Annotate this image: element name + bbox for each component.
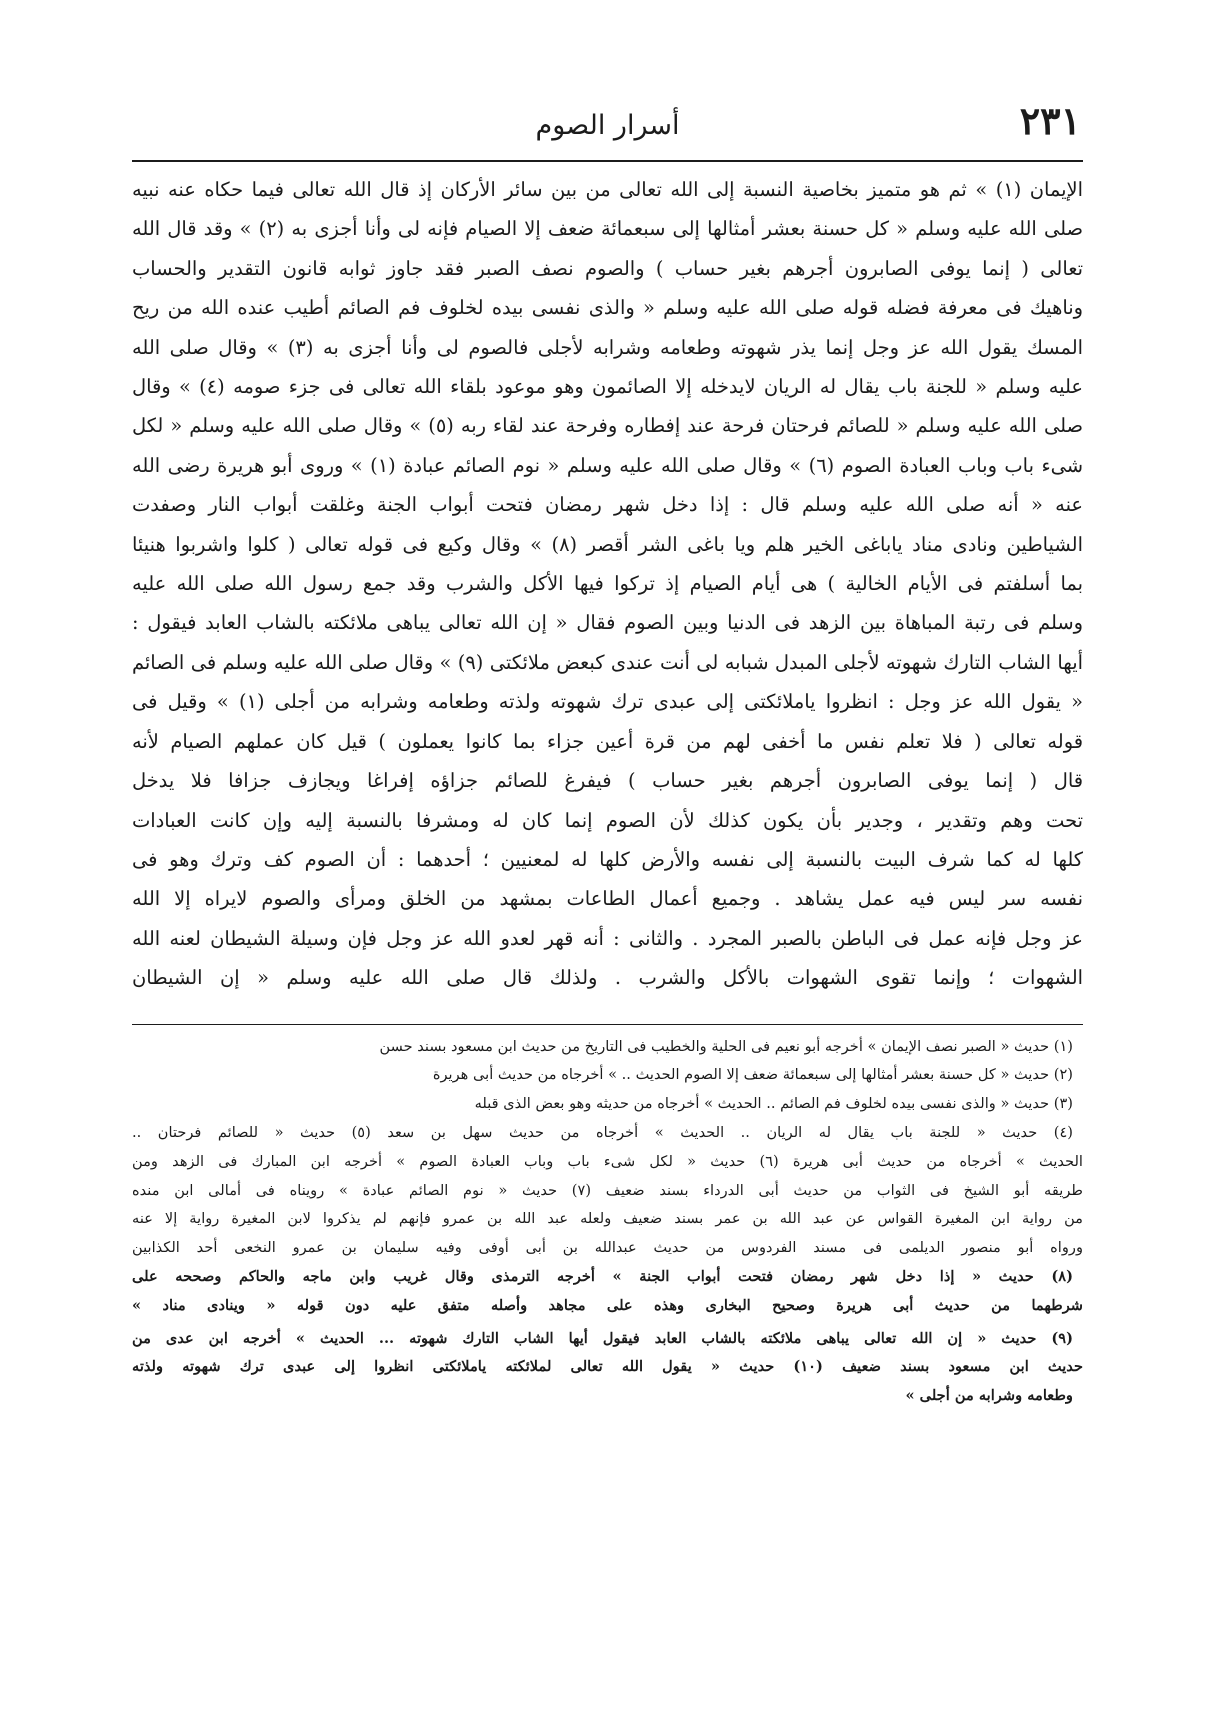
text-line: نفسه سر ليس فيه عمل يشاهد . وجميع أعمال الطاعات بمشهد من الخلق ومرأى والصوم لايراه إلا الله [132,887,1083,911]
text-line: شىء باب وباب العبادة الصوم (٦) » وقال صلى الله عليه وسلم « نوم الصائم عبادة (١) » وروى أبو هريرة رضى الله [132,453,1083,477]
text-line: كلها له كما شرف البيت بالنسبة إلى نفسه والأرض كلها له لمعنيين ؛ أحدهما : أن الصوم كف وترك وهو فى [132,847,1083,871]
text-line: « يقول الله عز وجل : انظروا ياملائكتى إلى عبدى ترك شهوته ولذته وطعامه وشرابه من أجلى (١) » وقيل فى [132,690,1083,714]
footnote-1: (١) حديث « الصبر نصف الإيمان » أخرجه أبو نعيم فى الحلية والخطيب فى التاريخ من حديث ابن مسعود بسند حسن [379,1037,1073,1055]
footnote-divider [132,1024,1083,1025]
text-line: صلى الله عليه وسلم « كل حسنة بعشر أمثالها إلى سبعمائة ضعف إلا الصيام فإنه لى وأنا أجزى به (٢) » وقد قال الله [132,217,1083,241]
main-text [132,170,1083,998]
footnote-5-6-cont: الحديث » أخرجاه من حديث أبى هريرة (٦) حديث « لكل شىء باب وباب العبادة الصوم » أخرجه ابن المبارك فى الزهد ومن [132,1152,1083,1170]
footnote-2: (٢) حديث « كل حسنة بعشر أمثالها إلى سبعمائة ضعف إلا الصوم الحديث .. » أخرجاه من حديث أبى هريرة [432,1066,1073,1084]
text-line: عنه « أنه صلى الله عليه وسلم قال : إذا دخل شهر رمضان فتحت أبواب الجنة وغلقت أبواب النار وصفدت [132,493,1083,517]
footnote-8-cont: شرطهما من حديث أبى هريرة وصحيح البخارى وهذه على مجاهد وأصله متفق عليه دون قوله « وينادى مناد » [132,1296,1083,1314]
footnote-9: (٩) حديث « إن الله تعالى يباهى ملائكته بالشاب العابد فيقول أيها الشاب التارك شهوته ... الحديث » أخرجه ابن عدى من [132,1329,1073,1347]
footnote-3: (٣) حديث « والذى نفسى بيده لخلوف فم الصائم .. الحديث » أخرجاه من حديثه وهو بعض الذى قبله [474,1095,1073,1113]
text-line: قال ( إنما يوفى الصابرون أجرهم بغير حساب ) فيفرغ للصائم جزاؤه إفراغا ويجازف جزافا فلا يدخل [132,769,1083,793]
footnote-10-end: وطعامه وشرابه من أجلى » [905,1387,1073,1405]
text-line: وسلم فى رتبة المباهاة بين الزهد فى الدنيا وبين الصوم فقال « إن الله تعالى يباهى ملائكته بالشاب العابد فيقول : [132,611,1083,635]
footnote-7-cont: من رواية ابن المغيرة القواس عن عبد الله بن عمر بسند ضعيف ولعله عبد الله بن عمرو فإنهم لم يذكروا لابن المغيرة رواية إلا عنه [132,1210,1083,1228]
footnote-7-end: ورواه أبو منصور الديلمى فى مسند الفردوس من حديث عبدالله بن أبى أوفى وفيه سليمان بن عمرو النخعى أحد الكذابين [132,1239,1083,1257]
page-header [132,96,1083,162]
text-line: الإيمان (١) » ثم هو متميز بخاصية النسبة إلى الله تعالى من بين سائر الأركان إذ قال الله تعالى فيما حكاه عنه نبيه [132,178,1083,201]
footnote-6-7-cont: طريقه أبو الشيخ فى الثواب من حديث أبى الدرداء بسند ضعيف (٧) حديث « نوم الصائم عبادة » رويناه فى أمالى ابن منده [132,1181,1083,1199]
footnotes [132,1033,1083,1411]
text-line: عليه وسلم « للجنة باب يقال له الريان لايدخله إلا الصائمون وهو موعود بلقاء الله تعالى فى جزء صومه (٤) » وقال [132,375,1083,399]
text-line: الشهوات ؛ وإنما تقوى الشهوات بالأكل والشرب . ولذلك قال صلى الله عليه وسلم « إن الشيطان [132,966,1083,990]
footnote-9-10-cont: حديث ابن مسعود بسند ضعيف (١٠) حديث « يقول الله تعالى لملائكته ياملائكتى انظروا إلى عبدى ترك شهوته ولذته [132,1358,1083,1376]
text-line: قوله تعالى ( فلا تعلم نفس ما أخفى لهم من قرة أعين جزاء بما كانوا يعملون ) قيل كان عملهم الصيام لأنه [132,729,1083,753]
text-line: بما أسلفتم فى الأيام الخالية ) هى أيام الصيام إذ تركوا فيها الأكل والشرب وقد جمع رسول الله صلى الله عليه [132,572,1083,596]
text-line: تحت وهم وتقدير ، وجدير بأن يكون كذلك لأن الصوم إنما كان له ومشرفا بالنسبة إليه وإن كانت العبادات [132,808,1083,832]
footnote-4-5: (٤) حديث « للجنة باب يقال له الريان .. الحديث » أخرجاه من حديث سهل بن سعد (٥) حديث « للصائم فرحتان .. [132,1123,1073,1141]
page-number: ٢٣١ [1019,98,1081,143]
text-line: صلى الله عليه وسلم « للصائم فرحتان فرحة عند إفطاره وفرحة عند لقاء ربه (٥) » وقال صلى الله عليه وسلم « لكل [132,414,1083,438]
footnote-8: (٨) حديث « إذا دخل شهر رمضان فتحت أبواب الجنة » أخرجه الترمذى وقال غريب وابن ماجه والحاكم وصححه على [132,1267,1073,1285]
running-title: أسرار الصوم [535,110,680,141]
text-line: عز وجل فإنه عمل فى الباطن بالصبر المجرد . والثانى : أنه قهر لعدو الله عز وجل فإن وسيلة الشيطان لعنه الله [132,926,1083,950]
text-line: المسك يقول الله عز وجل إنما يذر شهوته وطعامه وشرابه لأجلى فالصوم لى وأنا أجزى به (٣) » وقال صلى الله [132,335,1083,359]
text-line: الشياطين ونادى مناد ياباغى الخير هلم ويا باغى الشر أقصر (٨) » وقال وكيع فى قوله تعالى ( كلوا واشربوا هنيئا [132,532,1083,556]
text-line: وناهيك فى معرفة فضله قوله صلى الله عليه وسلم « والذى نفسى بيده لخلوف فم الصائم أطيب عنده الله من ريح [132,296,1083,320]
text-line: أيها الشاب التارك شهوته لأجلى المبدل شبابه لى أنت عندى كبعض ملائكتى (٩) » وقال صلى الله عليه وسلم فى الصائم [132,650,1083,674]
text-line: تعالى ( إنما يوفى الصابرون أجرهم بغير حساب ) والصوم نصف الصبر فقد جاوز ثوابه قانون التقدير والحساب [132,256,1083,280]
